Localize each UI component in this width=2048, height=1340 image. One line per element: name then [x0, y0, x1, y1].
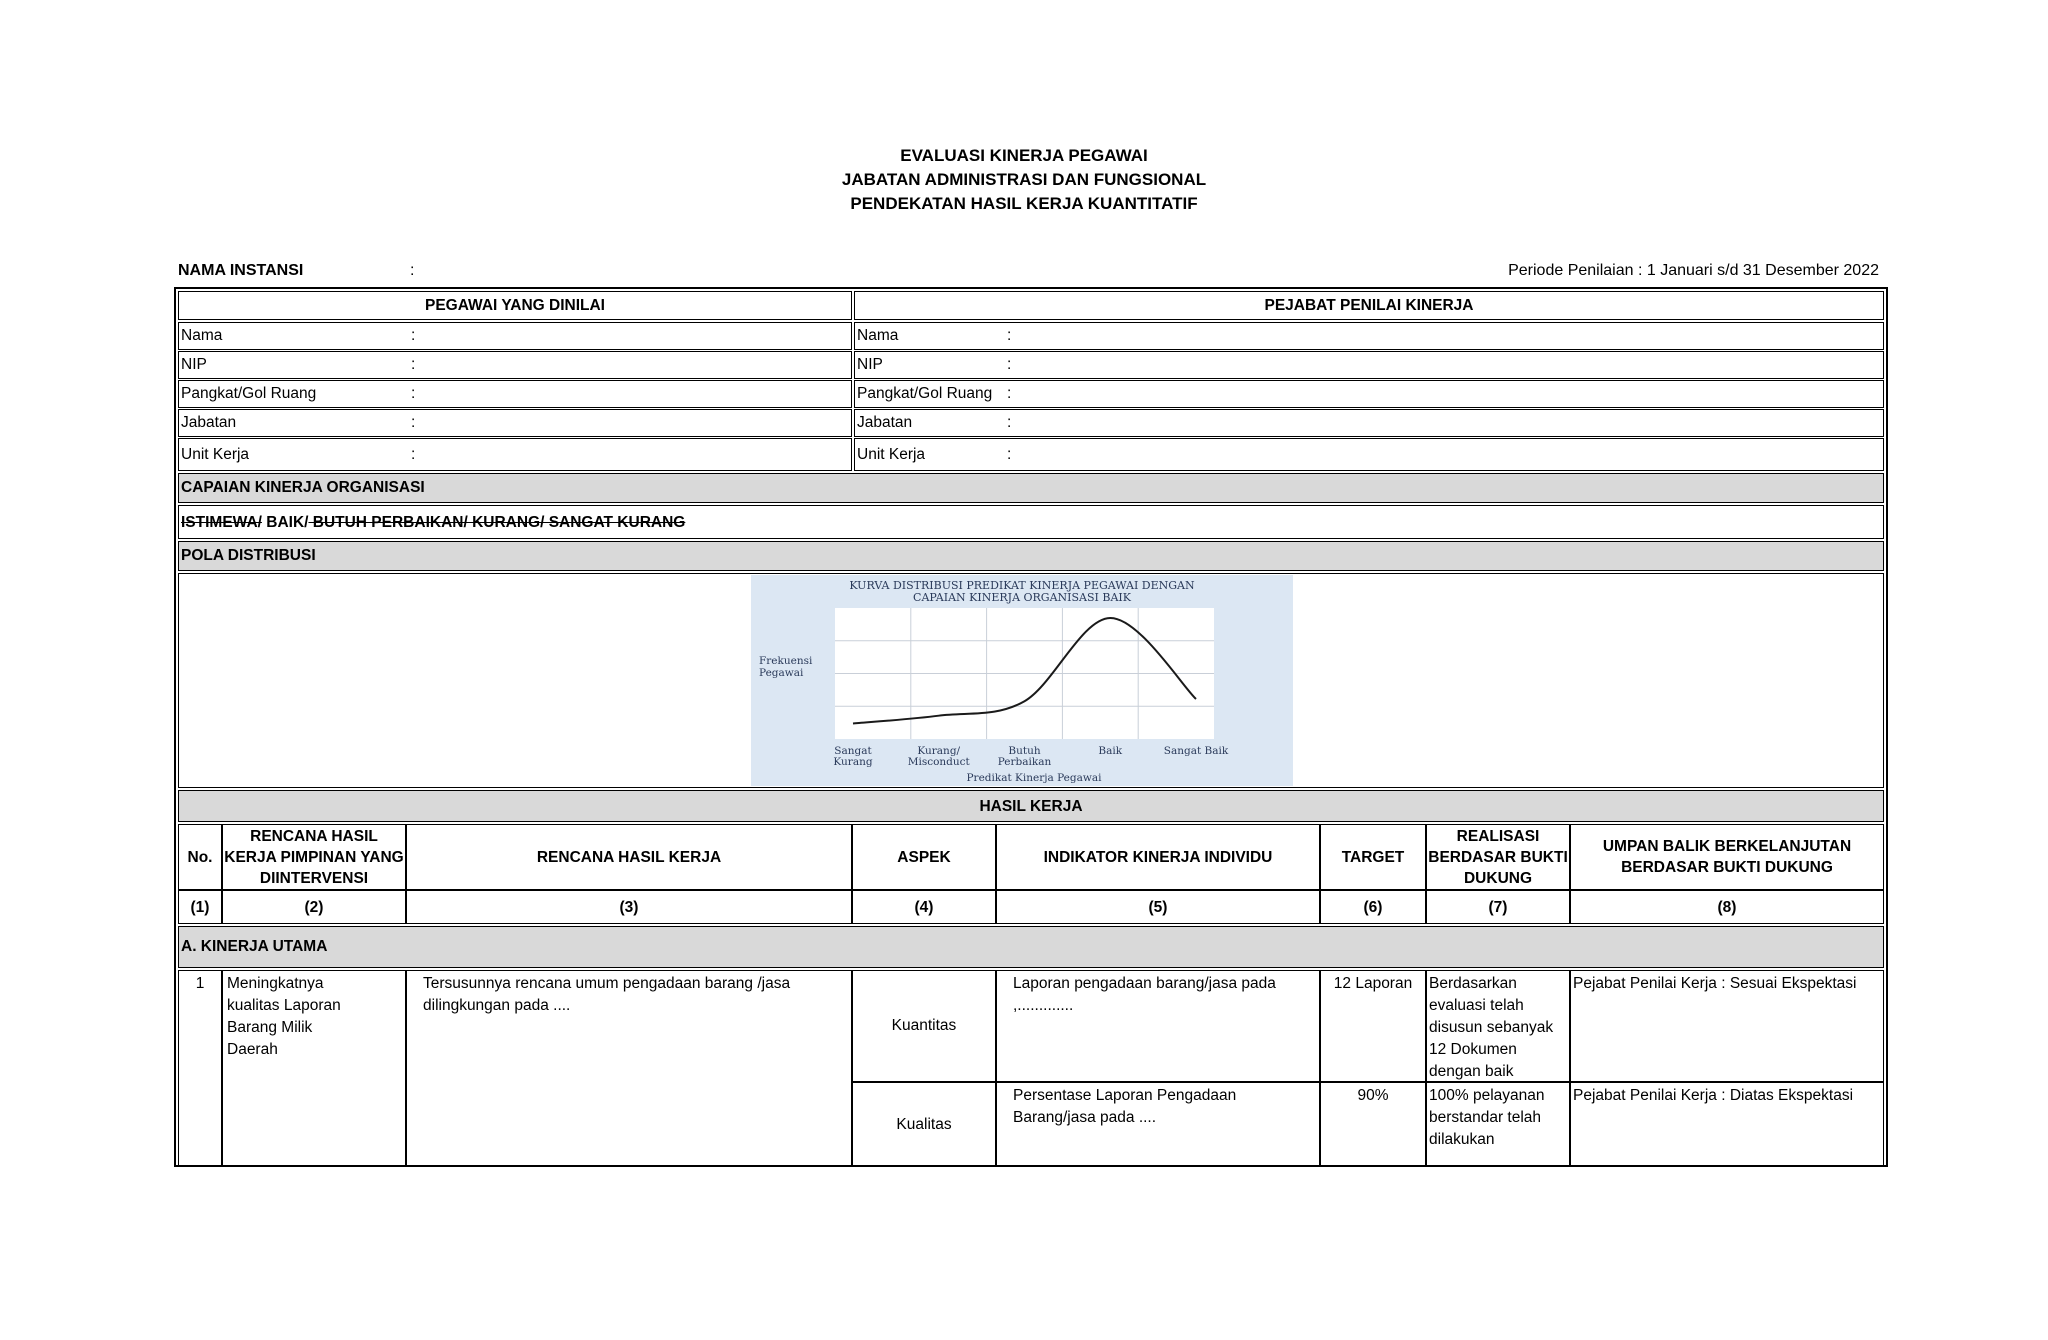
pegawai-nip-label: NIP — [181, 356, 207, 373]
col-number-1: (1) — [178, 890, 222, 924]
pegawai-pangkat-label: Pangkat/Gol Ruang — [181, 385, 317, 402]
chart-title-line-2: CAPAIAN KINERJA ORGANISASI BAIK — [913, 591, 1131, 604]
pegawai-pangkat-row — [178, 380, 852, 408]
col-number-6: (6) — [1320, 890, 1426, 924]
row1-indikator-kualitas: Persentase Laporan Pengadaan Barang/jasa pada .... — [996, 1082, 1320, 1167]
row1-rhk-pimpinan: Meningkatnya kualitas Laporan Barang Milik Daerah — [222, 970, 406, 1167]
predikat-selected-baik: BAIK/ — [261, 514, 309, 531]
pegawai-unit-label: Unit Kerja — [181, 446, 250, 463]
pejabat-jabatan-label: Jabatan — [857, 414, 913, 431]
section-a-heading: A. KINERJA UTAMA — [181, 938, 328, 955]
hasil-kerja-heading: HASIL KERJA — [178, 790, 1884, 822]
chart-x-tick-label: Sangat — [834, 745, 872, 757]
col-number-3: (3) — [406, 890, 852, 924]
pejabat-nama-label: Nama — [857, 327, 899, 344]
chart-title-line-1: KURVA DISTRIBUSI PREDIKAT KINERJA PEGAWAI DENGAN — [849, 579, 1195, 592]
pegawai-jabatan-colon: : — [411, 414, 416, 431]
chart-x-tick-label: Baik — [1098, 745, 1123, 757]
col-number-2: (2) — [222, 890, 406, 924]
chart-x-tick-label: Butuh — [1008, 745, 1041, 757]
pegawai-unit-colon: : — [411, 446, 416, 463]
col-number-5: (5) — [996, 890, 1320, 924]
row1-realisasi-kuantitas: Berdasarkan evaluasi telah disusun sebanyak 12 Dokumen dengan baik — [1426, 970, 1570, 1082]
title-line-3: PENDEKATAN HASIL KERJA KUANTITATIF — [850, 194, 1198, 213]
instansi-label: NAMA INSTANSI — [178, 262, 304, 279]
pola-heading: POLA DISTRIBUSI — [181, 547, 316, 564]
chart-x-tick-label: Perbaikan — [997, 756, 1052, 768]
pegawai-nama-row — [178, 322, 852, 350]
pejabat-nip-row — [854, 351, 1884, 379]
pejabat-unit-row — [854, 438, 1884, 471]
title-line-2: JABATAN ADMINISTRASI DAN FUNGSIONAL — [841, 170, 1207, 189]
pejabat-jabatan-row — [854, 409, 1884, 437]
predikat-row — [178, 505, 1884, 539]
chart-x-tick-label: Sangat Baik — [1163, 745, 1229, 757]
row1-indikator-kuantitas: Laporan pengadaan barang/jasa pada ,............. — [996, 970, 1320, 1082]
pegawai-nip-colon: : — [411, 356, 416, 373]
section-a-row — [178, 926, 1884, 968]
chart-x-tick-label: Kurang — [833, 756, 873, 768]
chart-x-tick-label: Misconduct — [907, 756, 970, 768]
col-header-realisasi: REALISASI BERDASAR BUKTI DUKUNG — [1426, 824, 1570, 890]
pola-heading-row — [178, 541, 1884, 571]
pejabat-nama-row — [854, 322, 1884, 350]
col-number-7: (7) — [1426, 890, 1570, 924]
row1-umpan-kuantitas: Pejabat Penilai Kerja : Sesuai Ekspektasi — [1570, 970, 1884, 1082]
pejabat-pangkat-label: Pangkat/Gol Ruang — [857, 385, 993, 402]
pegawai-jabatan-label: Jabatan — [181, 414, 237, 431]
col-number-4: (4) — [852, 890, 996, 924]
row1-no: 1 — [178, 970, 222, 1167]
pegawai-heading: PEGAWAI YANG DINILAI — [178, 291, 852, 320]
row1-aspek-kualitas: Kualitas — [852, 1082, 996, 1167]
col-header-target: TARGET — [1320, 824, 1426, 890]
predikat-options — [181, 513, 685, 533]
pejabat-heading: PEJABAT PENILAI KINERJA — [854, 291, 1884, 320]
pejabat-nip-colon: : — [1007, 356, 1012, 373]
chart-ylabel-line-2: Pegawai — [759, 667, 804, 679]
col-header-indikator: INDIKATOR KINERJA INDIVIDU — [996, 824, 1320, 890]
pejabat-unit-colon: : — [1007, 446, 1012, 463]
distribution-chart — [751, 575, 1293, 786]
pegawai-unit-row — [178, 438, 852, 471]
row1-aspek-kuantitas: Kuantitas — [852, 970, 996, 1082]
col-header-rhk-pimpinan: RENCANA HASIL KERJA PIMPINAN YANG DIINTERVENSI — [222, 824, 406, 890]
distribution-chart-svg — [751, 575, 1293, 786]
chart-xlabel: Predikat Kinerja Pegawai — [966, 772, 1102, 784]
pejabat-unit-label: Unit Kerja — [857, 446, 926, 463]
title-line-1: EVALUASI KINERJA PEGAWAI — [900, 146, 1148, 165]
pejabat-jabatan-colon: : — [1007, 414, 1012, 431]
col-header-umpan-balik: UMPAN BALIK BERKELANJUTAN BERDASAR BUKTI DUKUNG — [1570, 824, 1884, 890]
pegawai-jabatan-row — [178, 409, 852, 437]
pejabat-pangkat-row — [854, 380, 1884, 408]
chart-x-tick-labels — [833, 745, 1228, 768]
pegawai-nama-colon: : — [411, 327, 416, 344]
predikat-struck-rest: BUTUH PERBAIKAN/ KURANG/ SANGAT KURANG — [308, 514, 686, 531]
chart-x-tick-label: Kurang/ — [917, 745, 961, 757]
col-header-aspek: ASPEK — [852, 824, 996, 890]
document-title — [0, 144, 2048, 216]
periode-penilaian: Periode Penilaian : 1 Januari s/d 31 Desember 2022 — [1508, 262, 1879, 279]
row1-realisasi-kualitas: 100% pelayanan berstandar telah dilakukan — [1426, 1082, 1570, 1167]
pejabat-nama-colon: : — [1007, 327, 1012, 344]
pegawai-nip-row — [178, 351, 852, 379]
col-number-8: (8) — [1570, 890, 1884, 924]
predikat-struck-istimewa: ISTIMEWA/ — [181, 514, 262, 531]
pejabat-nip-label: NIP — [857, 356, 883, 373]
row1-rhk: Tersusunnya rencana umum pengadaan barang /jasa dilingkungan pada .... — [406, 970, 852, 1167]
pegawai-pangkat-colon: : — [411, 385, 416, 402]
col-header-rhk: RENCANA HASIL KERJA — [406, 824, 852, 890]
chart-ylabel-line-1: Frekuensi — [759, 655, 813, 667]
pegawai-nama-label: Nama — [181, 327, 223, 344]
row1-target-kuantitas: 12 Laporan — [1320, 970, 1426, 1082]
instansi-colon: : — [410, 262, 415, 279]
row1-target-kualitas: 90% — [1320, 1082, 1426, 1167]
capaian-heading: CAPAIAN KINERJA ORGANISASI — [181, 479, 425, 496]
row1-umpan-kualitas: Pejabat Penilai Kerja : Diatas Ekspektasi — [1570, 1082, 1884, 1167]
col-header-no: No. — [178, 824, 222, 890]
capaian-heading-row — [178, 473, 1884, 503]
pejabat-pangkat-colon: : — [1007, 385, 1012, 402]
